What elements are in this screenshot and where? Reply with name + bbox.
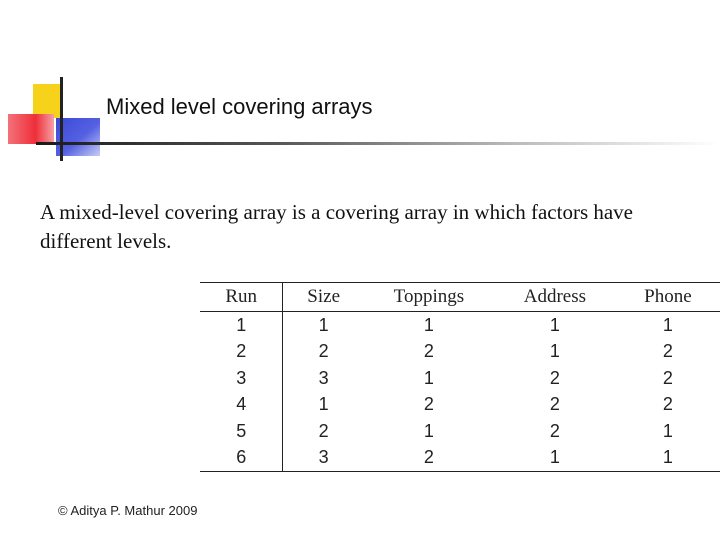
- table-cell-address: 2: [549, 367, 560, 388]
- table-cell-size: 3: [318, 447, 329, 468]
- table-cell-toppings: 1: [423, 367, 434, 388]
- table-cell-toppings: 2: [423, 341, 434, 362]
- table-cell-toppings: 1: [423, 420, 434, 441]
- slide-title: Mixed level covering arrays: [106, 94, 373, 119]
- table-body: [200, 312, 720, 472]
- table-cell-address: 2: [549, 394, 560, 415]
- table-cell-size: 2: [318, 420, 329, 441]
- table-cell-phone: 2: [662, 394, 673, 415]
- title-divider: [36, 142, 720, 145]
- table-cell-address: 2: [549, 420, 560, 441]
- table-cell-phone: 1: [662, 447, 673, 468]
- table-header-size: Size: [283, 283, 364, 312]
- table-cell-phone: 2: [662, 367, 673, 388]
- table-cell-address: 1: [549, 314, 560, 335]
- slide-body-text: A mixed-level covering array is a covering array in which factors have different levels.: [40, 200, 634, 253]
- table-row: [200, 418, 720, 445]
- table-cell-toppings: 1: [423, 314, 434, 335]
- table-header-run: Run: [200, 283, 283, 312]
- table-row: [200, 445, 720, 472]
- table-cell-run: 4: [200, 392, 283, 419]
- table-cell-phone: 2: [662, 341, 673, 362]
- logo-yellow-square: [33, 84, 63, 118]
- covering-array-table-container: [200, 282, 720, 472]
- table-header-phone: Phone: [616, 283, 720, 312]
- table-cell-run: 1: [200, 312, 283, 339]
- table-cell-size: 1: [318, 314, 329, 335]
- table-row: [200, 312, 720, 339]
- table-cell-address: 1: [549, 447, 560, 468]
- table-cell-run: 3: [200, 365, 283, 392]
- logo-red-square: [8, 114, 54, 144]
- table-header-toppings: Toppings: [364, 283, 494, 312]
- table-row: [200, 365, 720, 392]
- covering-array-table: [200, 282, 720, 472]
- table-cell-run: 2: [200, 339, 283, 366]
- table-cell-address: 1: [549, 341, 560, 362]
- table-header-row: [200, 283, 720, 312]
- table-cell-toppings: 2: [423, 447, 434, 468]
- table-cell-run: 6: [200, 445, 283, 472]
- table-row: [200, 339, 720, 366]
- table-cell-phone: 1: [662, 420, 673, 441]
- table-cell-phone: 1: [662, 314, 673, 335]
- table-cell-size: 2: [318, 341, 329, 362]
- logo-vertical-line: [60, 77, 63, 161]
- table-cell-run: 5: [200, 418, 283, 445]
- table-cell-size: 1: [318, 394, 329, 415]
- table-row: [200, 392, 720, 419]
- table-cell-size: 3: [318, 367, 329, 388]
- slide-footer-copyright: © Aditya P. Mathur 2009: [58, 503, 198, 518]
- table-cell-toppings: 2: [423, 394, 434, 415]
- table-header-address: Address: [494, 283, 616, 312]
